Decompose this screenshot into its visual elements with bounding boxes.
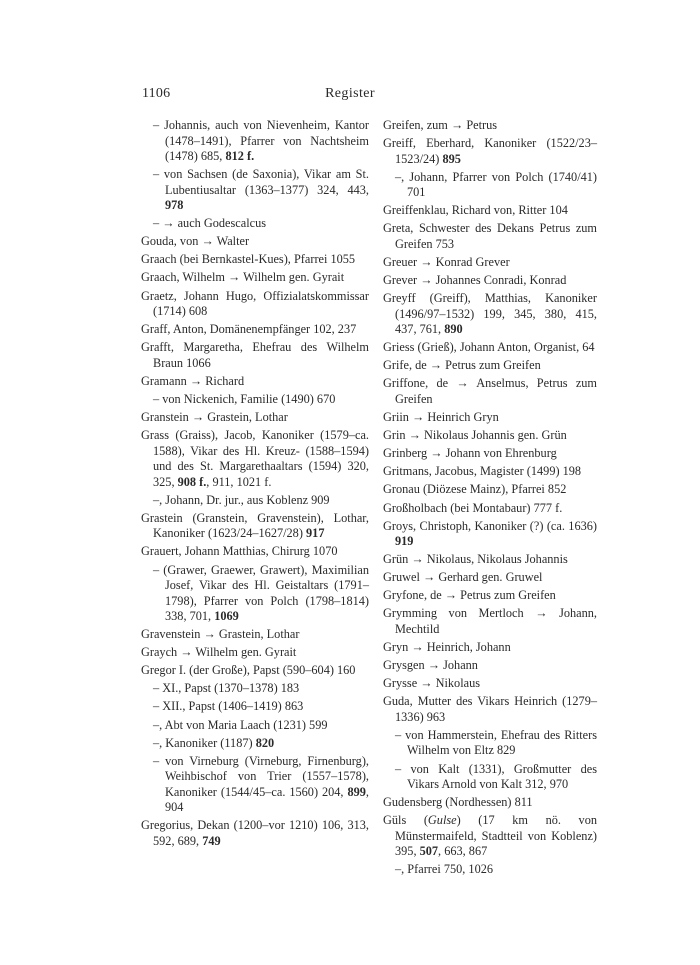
index-subentry: – Johannis, auch von Nievenheim, Kantor (1478–1491), Pfarrer von Nachtsheim (1478) 685, 812 f. <box>153 118 369 163</box>
index-entry: Granstein → Grastein, Lothar <box>141 410 288 425</box>
index-entry: Gravenstein → Grastein, Lothar <box>141 627 300 642</box>
index-entry: Greta, Schwester des Dekans Petrus zum Greifen 753 <box>383 221 597 251</box>
index-entry: Gruwel → Gerhard gen. Gruwel <box>383 570 543 585</box>
index-entry: Gregorius, Dekan (1200–vor 1210) 106, 313, 592, 689, 749 <box>141 818 369 848</box>
index-subentry: – von Virneburg (Virneburg, Firnenburg), Weihbischof von Trier (1557–1578), Kanoniker (1544/45–ca. 1560) 204, 899, 904 <box>153 753 369 815</box>
index-subentry: –, Pfarrei 750, 1026 <box>395 862 494 877</box>
index-entry: Grysgen → Johann <box>383 658 478 673</box>
index-subentry: – von Sachsen (de Saxonia), Vikar am St. Lubentiusaltar (1363–1377) 324, 443, 978 <box>153 167 369 213</box>
index-entry: Griess (Grieß), Johann Anton, Organist, 64 <box>383 340 595 355</box>
index-entry: Graych → Wilhelm gen. Gyrait <box>141 645 297 660</box>
index-entry: Gouda, von → Walter <box>141 234 250 249</box>
index-subentry: –, Johann, Pfarrer von Polch (1740/41) 701 <box>395 169 597 200</box>
index-entry: Graff, Anton, Domänenempfänger 102, 237 <box>141 322 357 337</box>
index-entry: Gramann → Richard <box>141 373 245 388</box>
index-entry: Grymming von Mertloch → Johann, Mechtild <box>383 606 597 636</box>
index-entry: Gryfone, de → Petrus zum Greifen <box>383 588 556 603</box>
index-entry: Graetz, Johann Hugo, Offizialatskommissar (1714) 608 <box>141 288 369 319</box>
index-entry: Graach (bei Bernkastel-Kues), Pfarrei 1055 <box>141 252 356 267</box>
index-entry: Griffone, de → Anselmus, Petrus zum Greifen <box>383 376 597 406</box>
index-subentry: – von Kalt (1331), Großmutter des Vikars Arnold von Kalt 312, 970 <box>395 761 597 792</box>
index-entry: Grinberg → Johann von Ehrenburg <box>383 446 557 461</box>
index-entry: Greiff, Eberhard, Kanoniker (1522/23–1523/24) 895 <box>383 136 597 166</box>
index-entry: Grysse → Nikolaus <box>383 676 481 691</box>
index-entry: Großholbach (bei Montabaur) 777 f. <box>383 500 563 515</box>
index-entry: Greifen, zum → Petrus <box>383 118 498 132</box>
index-entry: Grife, de → Petrus zum Greifen <box>383 358 541 373</box>
index-subentry: –, Kanoniker (1187) 820 <box>153 735 275 750</box>
index-entry: Greiffenklau, Richard von, Ritter 104 <box>383 203 568 218</box>
running-head: Register <box>325 86 375 101</box>
index-entry: Gregor I. (der Große), Papst (590–604) 160 <box>141 663 356 678</box>
index-column-right <box>383 118 597 880</box>
index-subentry: – (Grawer, Graewer, Grawert), Maximilian Josef, Vikar des Hl. Geistaltars (1791–1798), Pfarrer von Polch (1798–1814) 338, 701, 1069 <box>153 562 369 623</box>
index-entry: Groys, Christoph, Kanoniker (?) (ca. 1636) 919 <box>383 518 597 549</box>
page-number: 1106 <box>142 86 171 101</box>
index-subentry: –, Johann, Dr. jur., aus Koblenz 909 <box>153 492 330 507</box>
index-entry: Gryn → Heinrich, Johann <box>383 640 511 655</box>
index-subentry: – von Hammerstein, Ehefrau des Ritters Wilhelm von Eltz 829 <box>395 727 597 758</box>
index-entry: Graach, Wilhelm → Wilhelm gen. Gyrait <box>141 270 345 285</box>
index-entry: Grass (Graiss), Jacob, Kanoniker (1579–ca. 1588), Vikar des Hl. Kreuz- (1588–1594) und des St. Margarethaaltars (1594) 320, 325, 908 f., 911, 1021 f. <box>141 428 369 489</box>
index-entry: Grün → Nikolaus, Nikolaus Johannis <box>383 552 568 567</box>
index-subentry: – → auch Godescalcus <box>153 216 267 231</box>
index-entry: Grafft, Margaretha, Ehefrau des Wilhelm Braun 1066 <box>141 340 369 370</box>
index-entry: Gritmans, Jacobus, Magister (1499) 198 <box>383 464 582 479</box>
index-entry: Gronau (Diözese Mainz), Pfarrei 852 <box>383 482 567 497</box>
index-entry: Griin → Heinrich Gryn <box>383 410 499 425</box>
index-entry: Güls (Gulse) (17 km nö. von Münstermaifeld, Stadtteil von Koblenz) 395, 507, 663, 867 <box>383 813 597 859</box>
index-entry: Greuer → Konrad Grever <box>383 254 510 269</box>
index-subentry: –, Abt von Maria Laach (1231) 599 <box>153 717 328 732</box>
index-entry: Gudensberg (Nordhessen) 811 <box>383 795 533 810</box>
index-column-left <box>141 118 369 852</box>
index-entry: Guda, Mutter des Vikars Heinrich (1279–1336) 963 <box>383 694 597 724</box>
index-subentry: – von Nickenich, Familie (1490) 670 <box>153 391 336 406</box>
index-entry: Grin → Nikolaus Johannis gen. Grün <box>383 428 567 443</box>
index-entry: Grastein (Granstein, Gravenstein), Lothar, Kanoniker (1623/24–1627/28) 917 <box>141 510 369 541</box>
index-subentry: – XI., Papst (1370–1378) 183 <box>153 681 300 696</box>
index-subentry: – XII., Papst (1406–1419) 863 <box>153 699 304 714</box>
index-entry: Grauert, Johann Matthias, Chirurg 1070 <box>141 544 338 559</box>
index-entry: Greyff (Greiff), Matthias, Kanoniker (1496/97–1532) 199, 345, 380, 415, 437, 761, 890 <box>383 291 597 337</box>
index-entry: Grever → Johannes Conradi, Konrad <box>383 273 567 288</box>
